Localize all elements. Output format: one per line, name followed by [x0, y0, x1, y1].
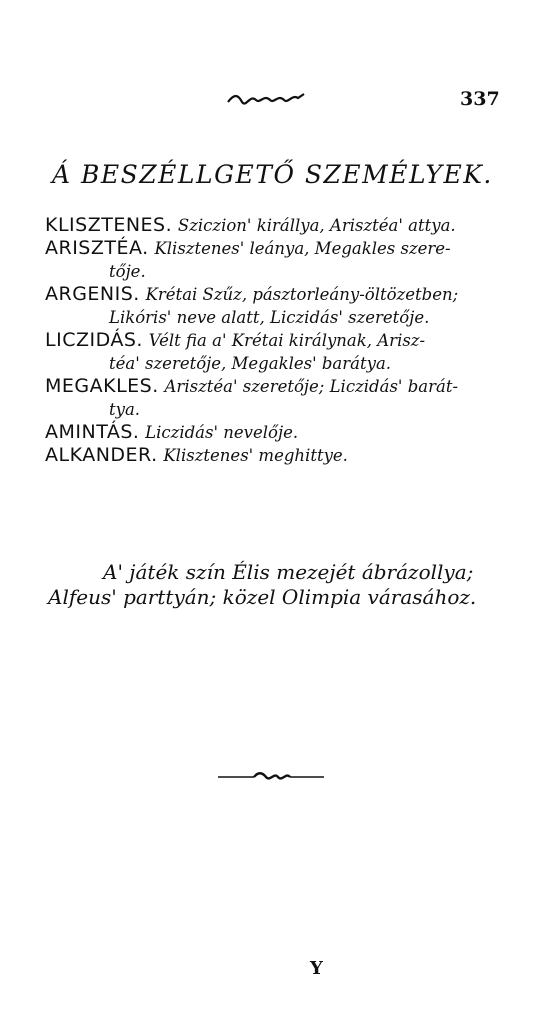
character-description: téa' szeretője, Megakles' barátya. — [109, 354, 392, 373]
cast-entry-megakles — [45, 375, 540, 421]
character-description: Vélt fia a' Krétai királynak, Arisz- — [148, 331, 426, 350]
cast-line-continued — [45, 352, 540, 375]
cast-line — [45, 283, 540, 306]
cast-entry-amintas — [45, 421, 540, 444]
ornament-top — [226, 90, 306, 110]
setting-note — [48, 560, 548, 610]
character-description: tője. — [109, 262, 146, 281]
setting-line: A' játék szín Élis mezejét ábrázollya; — [103, 560, 474, 584]
cast-line-continued — [45, 260, 540, 283]
cast-entry-liczidas — [45, 329, 540, 375]
character-name: ARGENIS. — [45, 283, 140, 305]
cast-entry-argenis — [45, 283, 540, 329]
character-name: ARISZTÉA. — [45, 237, 149, 259]
character-name: MEGAKLES. — [45, 375, 159, 397]
cast-line-continued — [45, 398, 540, 421]
cast-line — [45, 421, 540, 444]
cast-entry-arisztea — [45, 237, 540, 283]
cast-entry-alkander — [45, 444, 540, 467]
character-description: Likóris' neve alatt, Liczidás' szeretője. — [109, 308, 430, 327]
cast-entry-klisztenes — [45, 214, 540, 237]
page-number: 337 — [460, 88, 500, 110]
character-name: LICZIDÁS. — [45, 329, 143, 351]
character-description: Klisztenes' leánya, Megakles szere- — [154, 239, 451, 258]
signature-mark: Y — [310, 958, 323, 979]
cast-list — [45, 214, 540, 467]
ornament-divider — [216, 770, 326, 784]
cast-line — [45, 214, 540, 237]
cast-line — [45, 237, 540, 260]
character-description: Liczidás' nevelője. — [145, 423, 299, 442]
setting-line: Alfeus' parttyán; közel Olimpia várasához. — [48, 585, 477, 609]
character-description: Arisztéa' szeretője; Liczidás' barát- — [164, 377, 459, 396]
character-description: Sziczion' királlya, Arisztéa' attya. — [177, 216, 456, 235]
character-name: KLISZTENES. — [45, 214, 173, 236]
character-description: Krétai Szűz, pásztorleány-öltözetben; — [145, 285, 459, 304]
page-title: Á BESZÉLLGETŐ SZEMÉLYEK. — [52, 160, 493, 189]
character-name: AMINTÁS. — [45, 421, 140, 443]
cast-line — [45, 375, 540, 398]
character-description: tya. — [109, 400, 141, 419]
cast-line — [45, 444, 540, 467]
character-name: ALKANDER. — [45, 444, 158, 466]
character-description: Klisztenes' meghittye. — [163, 446, 348, 465]
cast-line-continued — [45, 306, 540, 329]
cast-line — [45, 329, 540, 352]
